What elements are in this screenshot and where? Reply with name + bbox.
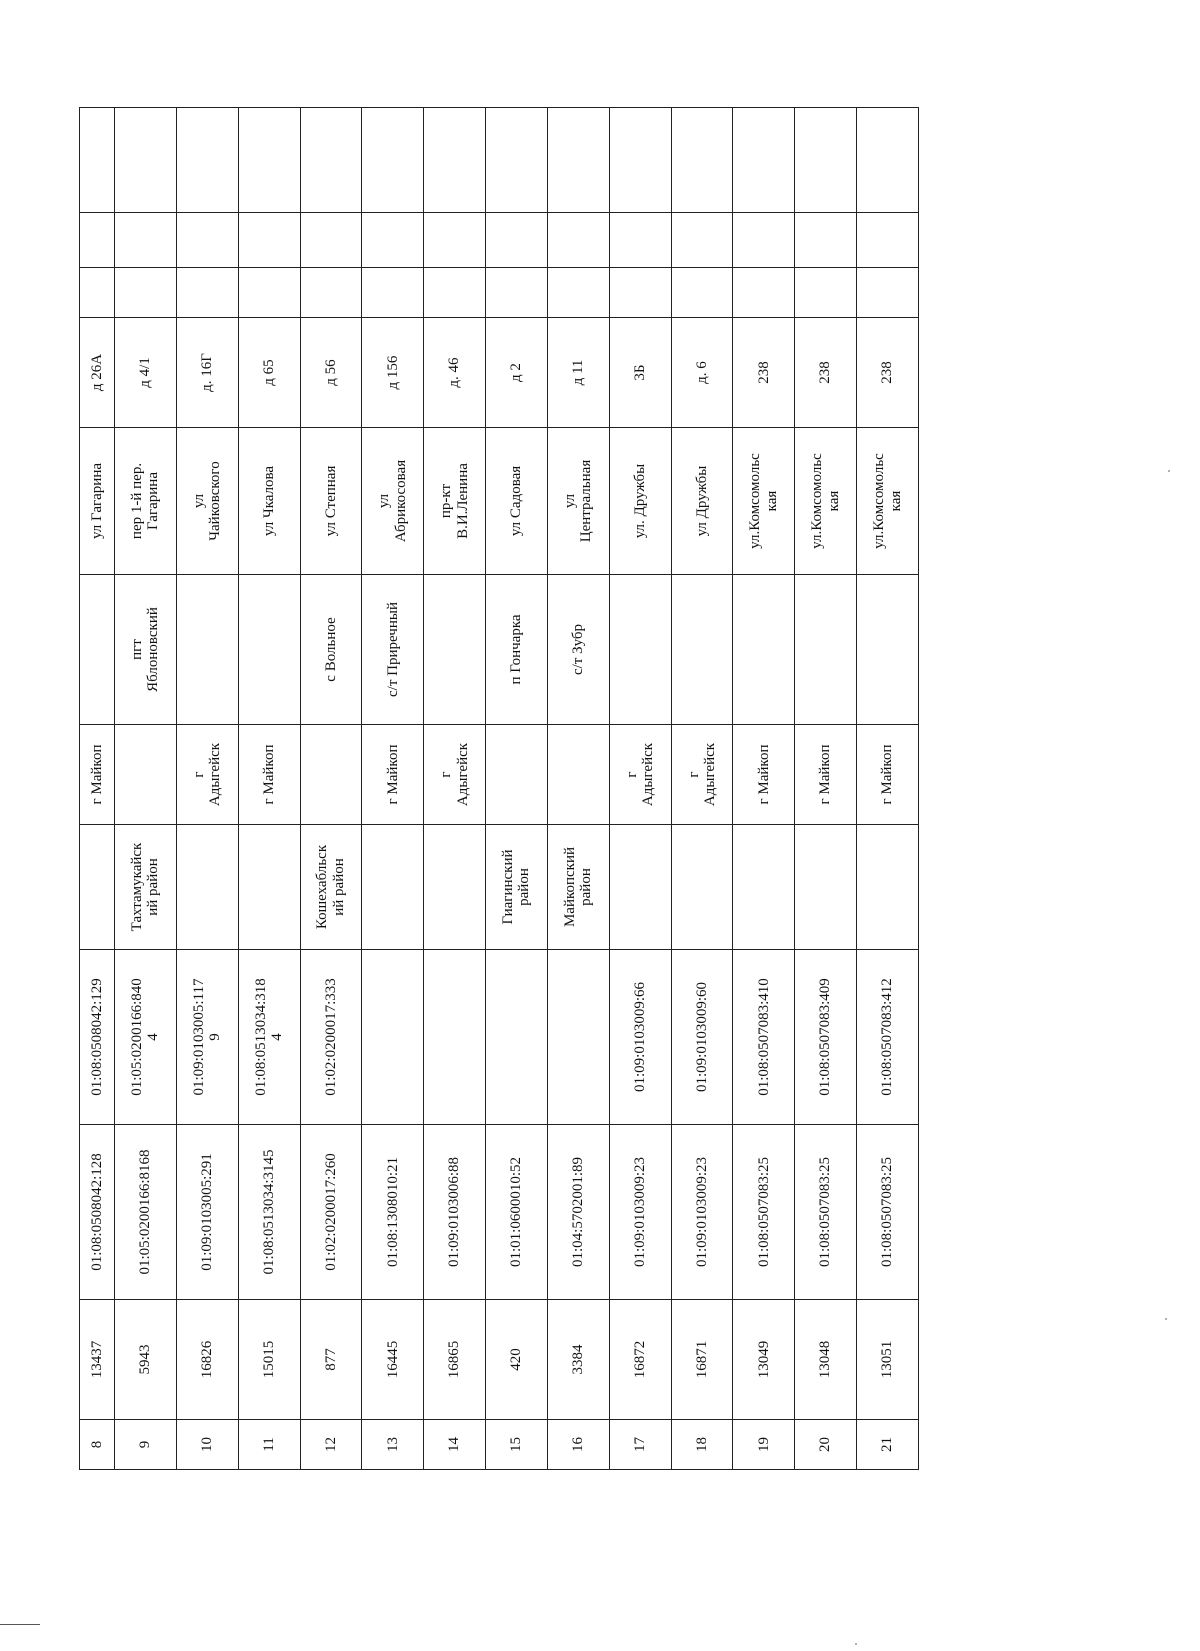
cell-object-id: 16826 (176, 1300, 238, 1420)
table-row (733, 108, 795, 1470)
cell-row-number: 9 (114, 1420, 176, 1470)
cell-city: г Адыгейск (609, 725, 671, 825)
cell-row-number: 8 (80, 1420, 115, 1470)
cell-cadastral-number: 01:08:1308010:21 (362, 1125, 424, 1300)
table-row (795, 108, 857, 1470)
cell-district: Тахтамукайск ий район (114, 825, 176, 950)
cell-cadastral-number: 01:01:0600010:52 (486, 1125, 548, 1300)
cell-city: г Адыгейск (424, 725, 486, 825)
cell-row-number: 13 (362, 1420, 424, 1470)
cell-extra-col-2 (671, 213, 733, 268)
table-row (300, 108, 362, 1470)
cell-cadastral-number: 01:08:0507083:25 (795, 1125, 857, 1300)
table-row (114, 108, 176, 1470)
cell-house-number: д 156 (362, 318, 424, 428)
cell-extra-col-2 (795, 213, 857, 268)
cell-city (547, 725, 609, 825)
cell-extra-col-1 (671, 268, 733, 318)
cell-district: Кошехабльск ий район (300, 825, 362, 950)
cell-street: ул. Дружбы (609, 428, 671, 575)
cell-extra-col-1 (424, 268, 486, 318)
cell-extra-col-2 (547, 213, 609, 268)
cell-city: г Майкоп (795, 725, 857, 825)
cell-extra-col-2 (114, 213, 176, 268)
cell-city: г Майкоп (733, 725, 795, 825)
cell-extra-col-3 (238, 108, 300, 213)
cell-locality (671, 575, 733, 725)
cell-cadastral-number: 01:09:0103006:88 (424, 1125, 486, 1300)
cell-street: ул Абрикосовая (362, 428, 424, 575)
rotated-page-content (79, 108, 919, 1470)
cell-house-number: д 65 (238, 318, 300, 428)
cell-house-number: д 11 (547, 318, 609, 428)
cell-street: пр-кт В.И.Ленина (424, 428, 486, 575)
cell-extra-col-1 (114, 268, 176, 318)
cell-building-cadastral-number: 01:08:0507083:410 (733, 950, 795, 1125)
cell-extra-col-1 (80, 268, 115, 318)
cell-locality (424, 575, 486, 725)
cell-street: ул Чайковского (176, 428, 238, 575)
cell-building-cadastral-number: 01:08:0508042:129 (80, 950, 115, 1125)
cell-district (238, 825, 300, 950)
table-row (424, 108, 486, 1470)
cell-district (733, 825, 795, 950)
cell-cadastral-number: 01:09:0103005:291 (176, 1125, 238, 1300)
cell-extra-col-2 (486, 213, 548, 268)
cell-building-cadastral-number: 01:09:0103005:117 9 (176, 950, 238, 1125)
cell-extra-col-3 (609, 108, 671, 213)
cell-house-number: 238 (795, 318, 857, 428)
cell-city: г Адыгейск (671, 725, 733, 825)
cell-extra-col-1 (733, 268, 795, 318)
cell-locality: с Вольное (300, 575, 362, 725)
table-row (176, 108, 238, 1470)
cell-extra-col-3 (424, 108, 486, 213)
cell-city (300, 725, 362, 825)
cell-house-number: д. 46 (424, 318, 486, 428)
table-row (671, 108, 733, 1470)
table-row (857, 108, 919, 1470)
cell-extra-col-1 (857, 268, 919, 318)
cell-city: г Майкоп (238, 725, 300, 825)
cell-street: ул Чкалова (238, 428, 300, 575)
cell-cadastral-number: 01:09:0103009:23 (671, 1125, 733, 1300)
cell-object-id: 16872 (609, 1300, 671, 1420)
cell-extra-col-1 (238, 268, 300, 318)
cell-building-cadastral-number (424, 950, 486, 1125)
cell-extra-col-3 (795, 108, 857, 213)
cell-row-number: 18 (671, 1420, 733, 1470)
cell-street: ул Центральная (547, 428, 609, 575)
cell-building-cadastral-number (547, 950, 609, 1125)
table-row (609, 108, 671, 1470)
cell-building-cadastral-number: 01:02:0200017:333 (300, 950, 362, 1125)
cell-street: пер 1-й пер. Гагарина (114, 428, 176, 575)
cell-building-cadastral-number (362, 950, 424, 1125)
table-row (80, 108, 115, 1470)
scan-speck (855, 1643, 857, 1645)
cell-extra-col-1 (609, 268, 671, 318)
cell-city (114, 725, 176, 825)
cell-row-number: 19 (733, 1420, 795, 1470)
cell-extra-col-3 (80, 108, 115, 213)
cell-extra-col-1 (486, 268, 548, 318)
cell-building-cadastral-number: 01:09:0103009:60 (671, 950, 733, 1125)
cell-extra-col-3 (300, 108, 362, 213)
cell-street: ул.Комсомольс кая (857, 428, 919, 575)
cell-row-number: 10 (176, 1420, 238, 1470)
cell-object-id: 16445 (362, 1300, 424, 1420)
cell-object-id: 5943 (114, 1300, 176, 1420)
cell-street: ул Садовая (486, 428, 548, 575)
cell-extra-col-2 (238, 213, 300, 268)
cell-extra-col-2 (733, 213, 795, 268)
cell-district (176, 825, 238, 950)
cell-object-id: 3384 (547, 1300, 609, 1420)
cell-row-number: 14 (424, 1420, 486, 1470)
cell-extra-col-1 (176, 268, 238, 318)
cell-district (424, 825, 486, 950)
cell-street: ул Степная (300, 428, 362, 575)
cell-object-id: 877 (300, 1300, 362, 1420)
cell-object-id: 15015 (238, 1300, 300, 1420)
cell-row-number: 20 (795, 1420, 857, 1470)
cell-row-number: 15 (486, 1420, 548, 1470)
cell-house-number: д. 16Г (176, 318, 238, 428)
cell-cadastral-number: 01:09:0103009:23 (609, 1125, 671, 1300)
cell-object-id: 16865 (424, 1300, 486, 1420)
cell-building-cadastral-number (486, 950, 548, 1125)
cell-building-cadastral-number: 01:05:0200166:840 4 (114, 950, 176, 1125)
cell-object-id: 13048 (795, 1300, 857, 1420)
cell-object-id: 420 (486, 1300, 548, 1420)
cell-street: ул Дружбы (671, 428, 733, 575)
cell-locality (733, 575, 795, 725)
table-row (238, 108, 300, 1470)
cell-locality (238, 575, 300, 725)
cell-district: Гиагинский район (486, 825, 548, 950)
cell-extra-col-1 (362, 268, 424, 318)
table-body (80, 108, 919, 1470)
cell-row-number: 17 (609, 1420, 671, 1470)
table-row (486, 108, 548, 1470)
cell-extra-col-3 (486, 108, 548, 213)
cell-extra-col-1 (547, 268, 609, 318)
cell-extra-col-2 (857, 213, 919, 268)
cell-row-number: 11 (238, 1420, 300, 1470)
cell-cadastral-number: 01:02:0200017:260 (300, 1125, 362, 1300)
property-registry-table (79, 107, 919, 1470)
scan-speck (1165, 1318, 1167, 1320)
cell-extra-col-2 (176, 213, 238, 268)
cell-building-cadastral-number: 01:08:0507083:412 (857, 950, 919, 1125)
cell-extra-col-1 (300, 268, 362, 318)
cell-extra-col-3 (733, 108, 795, 213)
cell-city: г Адыгейск (176, 725, 238, 825)
cell-district (795, 825, 857, 950)
cell-district (80, 825, 115, 950)
cell-extra-col-1 (795, 268, 857, 318)
cell-object-id: 16871 (671, 1300, 733, 1420)
cell-cadastral-number: 01:08:0507083:25 (857, 1125, 919, 1300)
cell-cadastral-number: 01:08:0513034:3145 (238, 1125, 300, 1300)
cell-street: ул Гагарина (80, 428, 115, 575)
cell-extra-col-3 (114, 108, 176, 213)
cell-locality (609, 575, 671, 725)
cell-district (609, 825, 671, 950)
cell-city (486, 725, 548, 825)
cell-building-cadastral-number: 01:09:0103009:66 (609, 950, 671, 1125)
cell-extra-col-3 (671, 108, 733, 213)
cell-extra-col-3 (547, 108, 609, 213)
cell-cadastral-number: 01:08:0508042:128 (80, 1125, 115, 1300)
cell-city: г Майкоп (362, 725, 424, 825)
cell-house-number: д 26А (80, 318, 115, 428)
cell-street: ул.Комсомольс кая (733, 428, 795, 575)
table-row (547, 108, 609, 1470)
cell-building-cadastral-number: 01:08:0513034:318 4 (238, 950, 300, 1125)
cell-extra-col-3 (362, 108, 424, 213)
cell-district: Майкопский район (547, 825, 609, 950)
cell-extra-col-3 (176, 108, 238, 213)
cell-object-id: 13437 (80, 1300, 115, 1420)
cell-locality (857, 575, 919, 725)
cell-house-number: 238 (857, 318, 919, 428)
scan-speck (1168, 470, 1170, 472)
cell-object-id: 13051 (857, 1300, 919, 1420)
cell-street: ул.Комсомольс кая (795, 428, 857, 575)
cell-locality: с/т Зубр (547, 575, 609, 725)
cell-city: г Майкоп (80, 725, 115, 825)
cell-cadastral-number: 01:08:0507083:25 (733, 1125, 795, 1300)
cell-house-number: д 4/1 (114, 318, 176, 428)
cell-house-number: 3Б (609, 318, 671, 428)
cell-row-number: 21 (857, 1420, 919, 1470)
cell-locality: пгт Яблоновский (114, 575, 176, 725)
table-row (362, 108, 424, 1470)
cell-cadastral-number: 01:04:5702001:89 (547, 1125, 609, 1300)
cell-district (857, 825, 919, 950)
cell-extra-col-2 (362, 213, 424, 268)
cell-house-number: 238 (733, 318, 795, 428)
cell-extra-col-2 (424, 213, 486, 268)
cell-extra-col-2 (300, 213, 362, 268)
cell-city: г Майкоп (857, 725, 919, 825)
cell-house-number: д 2 (486, 318, 548, 428)
cell-building-cadastral-number: 01:08:0507083:409 (795, 950, 857, 1125)
cell-house-number: д 56 (300, 318, 362, 428)
cell-district (362, 825, 424, 950)
cell-locality (80, 575, 115, 725)
cell-row-number: 16 (547, 1420, 609, 1470)
cell-locality: с/т Приречный (362, 575, 424, 725)
cell-extra-col-3 (857, 108, 919, 213)
cell-extra-col-2 (80, 213, 115, 268)
cell-cadastral-number: 01:05:0200166:8168 (114, 1125, 176, 1300)
cell-district (671, 825, 733, 950)
cell-object-id: 13049 (733, 1300, 795, 1420)
cell-locality (795, 575, 857, 725)
cell-row-number: 12 (300, 1420, 362, 1470)
cell-extra-col-2 (609, 213, 671, 268)
cell-locality (176, 575, 238, 725)
cell-house-number: д. 6 (671, 318, 733, 428)
cell-locality: п Гончарка (486, 575, 548, 725)
scan-edge-mark (0, 1624, 40, 1625)
